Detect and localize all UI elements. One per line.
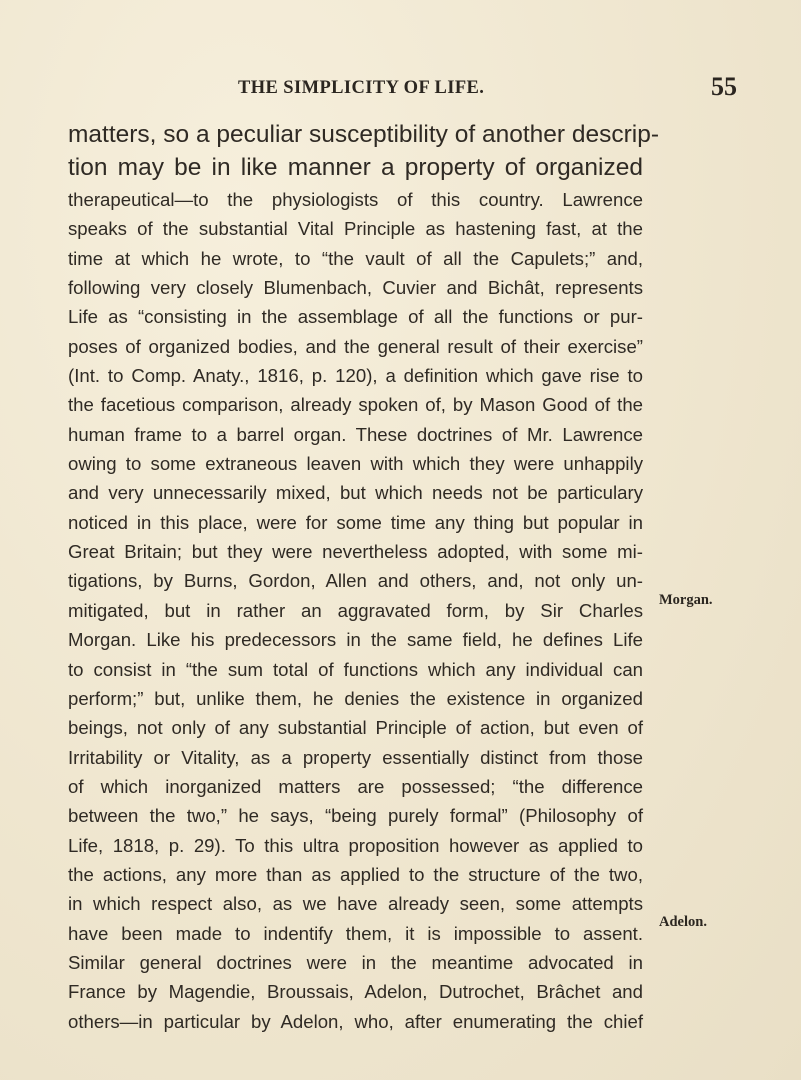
- lead-paragraph: [68, 118, 659, 184]
- text-line: Great Britain; but they were nevertheless adopted, with some mi-: [68, 541, 643, 563]
- text-line: of which inorganized matters are possessed; “the difference: [68, 775, 643, 797]
- margin-note-adelon: Adelon.: [659, 914, 707, 930]
- text-line: speaks of the substantial Vital Principle as hastening fast, at the: [68, 218, 643, 240]
- body-paragraph: [68, 185, 643, 1036]
- margin-note-morgan: Morgan.: [659, 592, 713, 608]
- text-line: tigations, by Burns, Gordon, Allen and others, and, not only un-: [68, 570, 643, 592]
- text-line: noticed in this place, were for some time any thing but popular in: [68, 511, 643, 533]
- text-line: Irritability or Vitality, as a property essentially distinct from those: [68, 746, 643, 768]
- text-line: Similar general doctrines were in the meantime advocated in: [68, 951, 643, 973]
- text-line: to consist in “the sum total of functions which any individual can: [68, 658, 643, 680]
- text-line: between the two,” he says, “being purely formal” (Philosophy of: [68, 805, 643, 827]
- text-line: following very closely Blumenbach, Cuvier and Bichât, represents: [68, 277, 643, 299]
- text-line: (Int. to Comp. Anaty., 1816, p. 120), a definition which gave rise to: [68, 365, 643, 387]
- text-line: Morgan. Like his predecessors in the same field, he defines Life: [68, 629, 643, 651]
- text-line: have been made to indentify them, it is impossible to assent.: [68, 922, 643, 944]
- text-line: in which respect also, as we have already seen, some attempts: [68, 893, 643, 915]
- text-line: Life as “consisting in the assemblage of all the functions or pur-: [68, 306, 643, 328]
- text-line: the actions, any more than as applied to the structure of the two,: [68, 863, 643, 885]
- text-line: France by Magendie, Broussais, Adelon, Dutrochet, Brâchet and: [68, 981, 643, 1003]
- text-line: owing to some extraneous leaven with which they were unhappily: [68, 453, 643, 475]
- running-head: [0, 72, 801, 104]
- text-line: human frame to a barrel organ. These doctrines of Mr. Lawrence: [68, 423, 643, 445]
- text-line: perform;” but, unlike them, he denies the existence in organized: [68, 687, 643, 709]
- text-line: the facetious comparison, already spoken of, by Mason Good of the: [68, 394, 643, 416]
- running-title: THE SIMPLICITY OF LIFE.: [238, 78, 485, 98]
- text-line: Life, 1818, p. 29). To this ultra proposition however as applied to: [68, 834, 643, 856]
- text-line: beings, not only of any substantial Principle of action, but even of: [68, 717, 643, 739]
- text-line: therapeutical—to the physiologists of this country. Lawrence: [68, 189, 643, 210]
- text-line: matters, so a peculiar susceptibility of another descrip-: [68, 121, 659, 148]
- text-line: mitigated, but in rather an aggravated form, by Sir Charles: [68, 599, 643, 621]
- text-line: others—in particular by Adelon, who, after enumerating the chief: [68, 1010, 643, 1032]
- text-line: poses of organized bodies, and the general result of their exercise”: [68, 335, 643, 357]
- text-line: time at which he wrote, to “the vault of all the Capulets;” and,: [68, 247, 643, 269]
- text-line: tion may be in like manner a property of organized: [68, 154, 643, 181]
- text-line: and very unnecessarily mixed, but which needs not be particulary: [68, 482, 643, 504]
- page-number: 55: [711, 72, 737, 101]
